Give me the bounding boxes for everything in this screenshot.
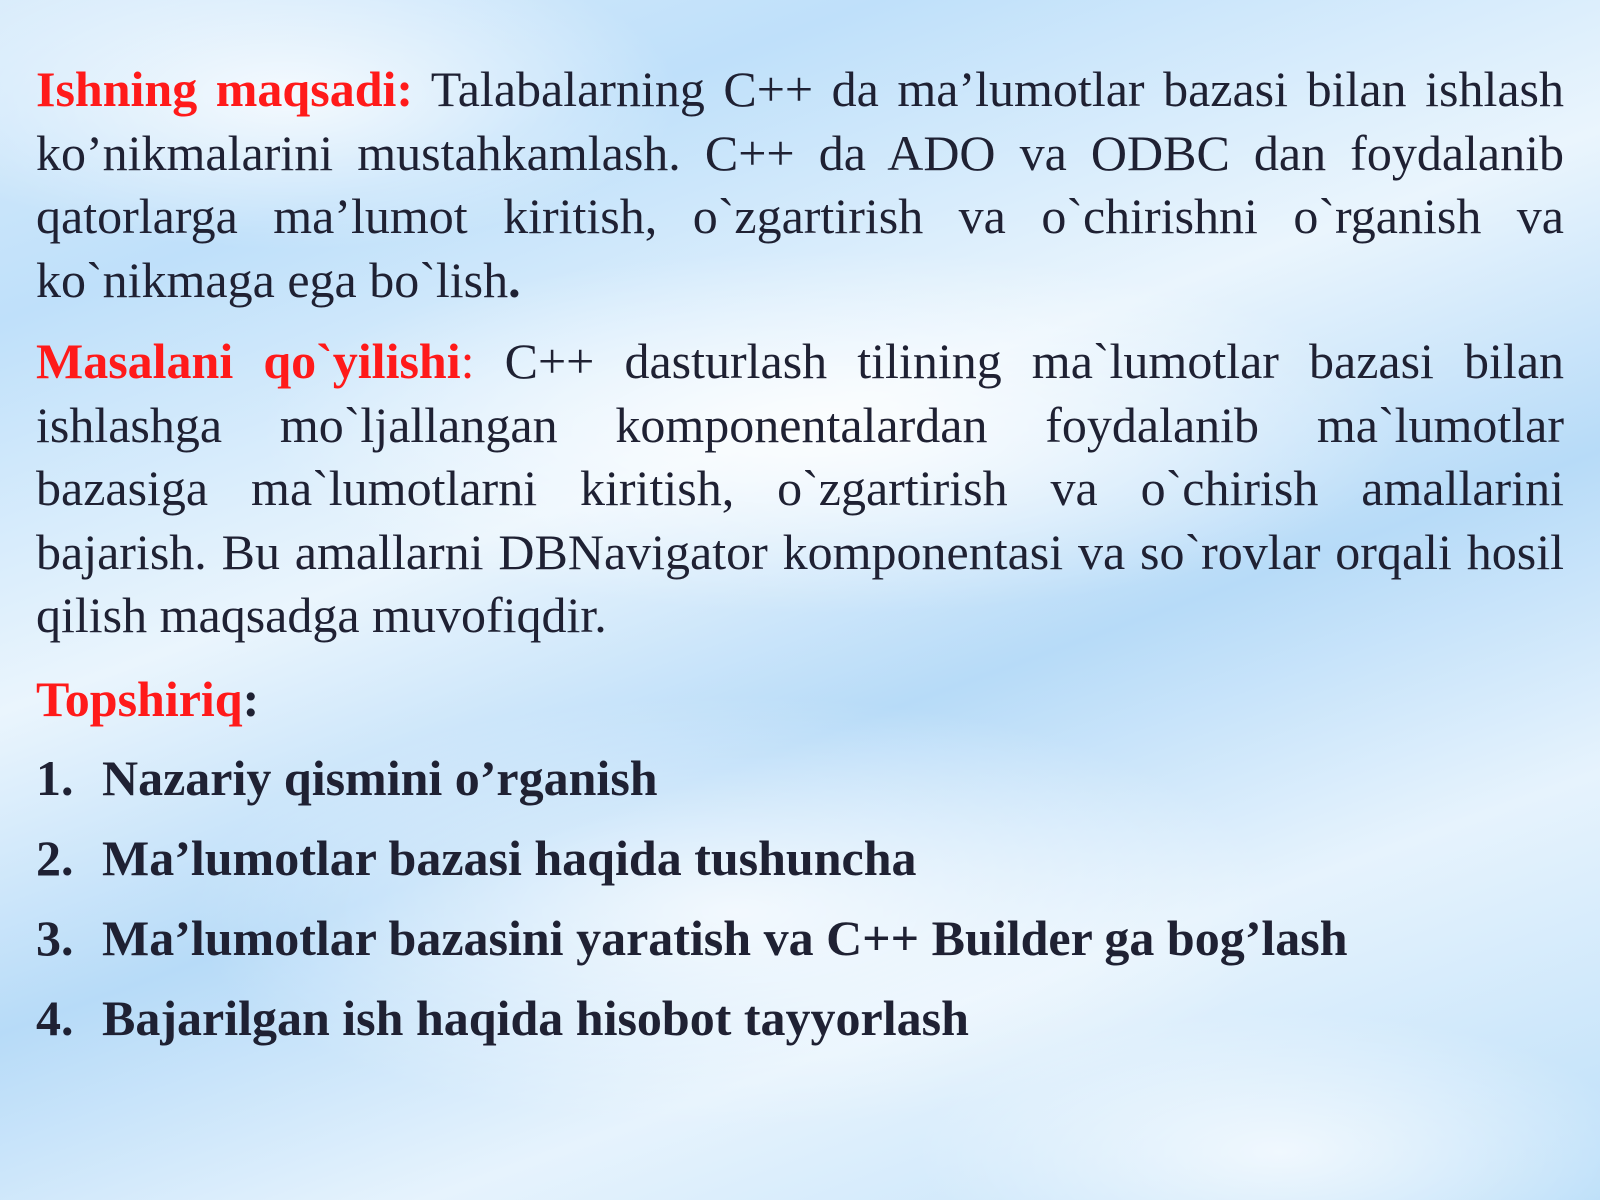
- purpose-text: Talabalarning C++ da ma’lumotlar bazasi bilan ishlash ko’nikmalarini mustahkamlash. C++ da ADO va ODBC dan foydalanib qatorlarga ma’lumot kiritish, o`zgartirish va o`chirishni o`rganish va ko`nikmaga ega bo`lish: [36, 61, 1564, 308]
- task-list-item: [36, 987, 1564, 1051]
- task-label: Topshiriq: [36, 670, 243, 727]
- task-item-number: 1.: [36, 750, 74, 806]
- task-item-text: Ma’lumotlar bazasini yaratish va C++ Builder ga bog’lash: [102, 910, 1348, 966]
- task-list-item: [36, 747, 1564, 811]
- purpose-paragraph: [36, 58, 1564, 312]
- slide-content: [36, 58, 1564, 1158]
- problem-label: Masalani qo`yilishi: [36, 333, 461, 389]
- purpose-end-period: .: [508, 251, 521, 308]
- task-item-number: 3.: [36, 910, 74, 966]
- task-list-item: [36, 907, 1564, 971]
- task-list: [36, 747, 1564, 1051]
- problem-text: C++ dasturlash tilining ma`lumotlar bazasi bilan ishlashga mo`ljallangan komponentalardan foydalanib ma`lumotlar bazasiga ma`lumotlarni kiritish, o`zgartirish va o`chirish amallarini bajarish. Bu amallarni DBNavigator komponentasi va so`rovlar orqali hosil qilish maqsadga muvofiqdir.: [36, 333, 1565, 643]
- problem-label-colon: :: [460, 333, 475, 389]
- problem-paragraph: [36, 330, 1564, 648]
- task-list-item: [36, 827, 1564, 891]
- task-item-number: 4.: [36, 990, 74, 1046]
- task-heading: [36, 668, 1564, 732]
- task-item-text: Nazariy qismini o’rganish: [102, 750, 658, 806]
- task-item-text: Ma’lumotlar bazasi haqida tushuncha: [102, 830, 917, 886]
- task-item-number: 2.: [36, 830, 74, 886]
- task-label-colon: :: [242, 670, 260, 727]
- purpose-label: Ishning maqsadi:: [36, 61, 414, 117]
- task-item-text: Bajarilgan ish haqida hisobot tayyorlash: [102, 990, 969, 1046]
